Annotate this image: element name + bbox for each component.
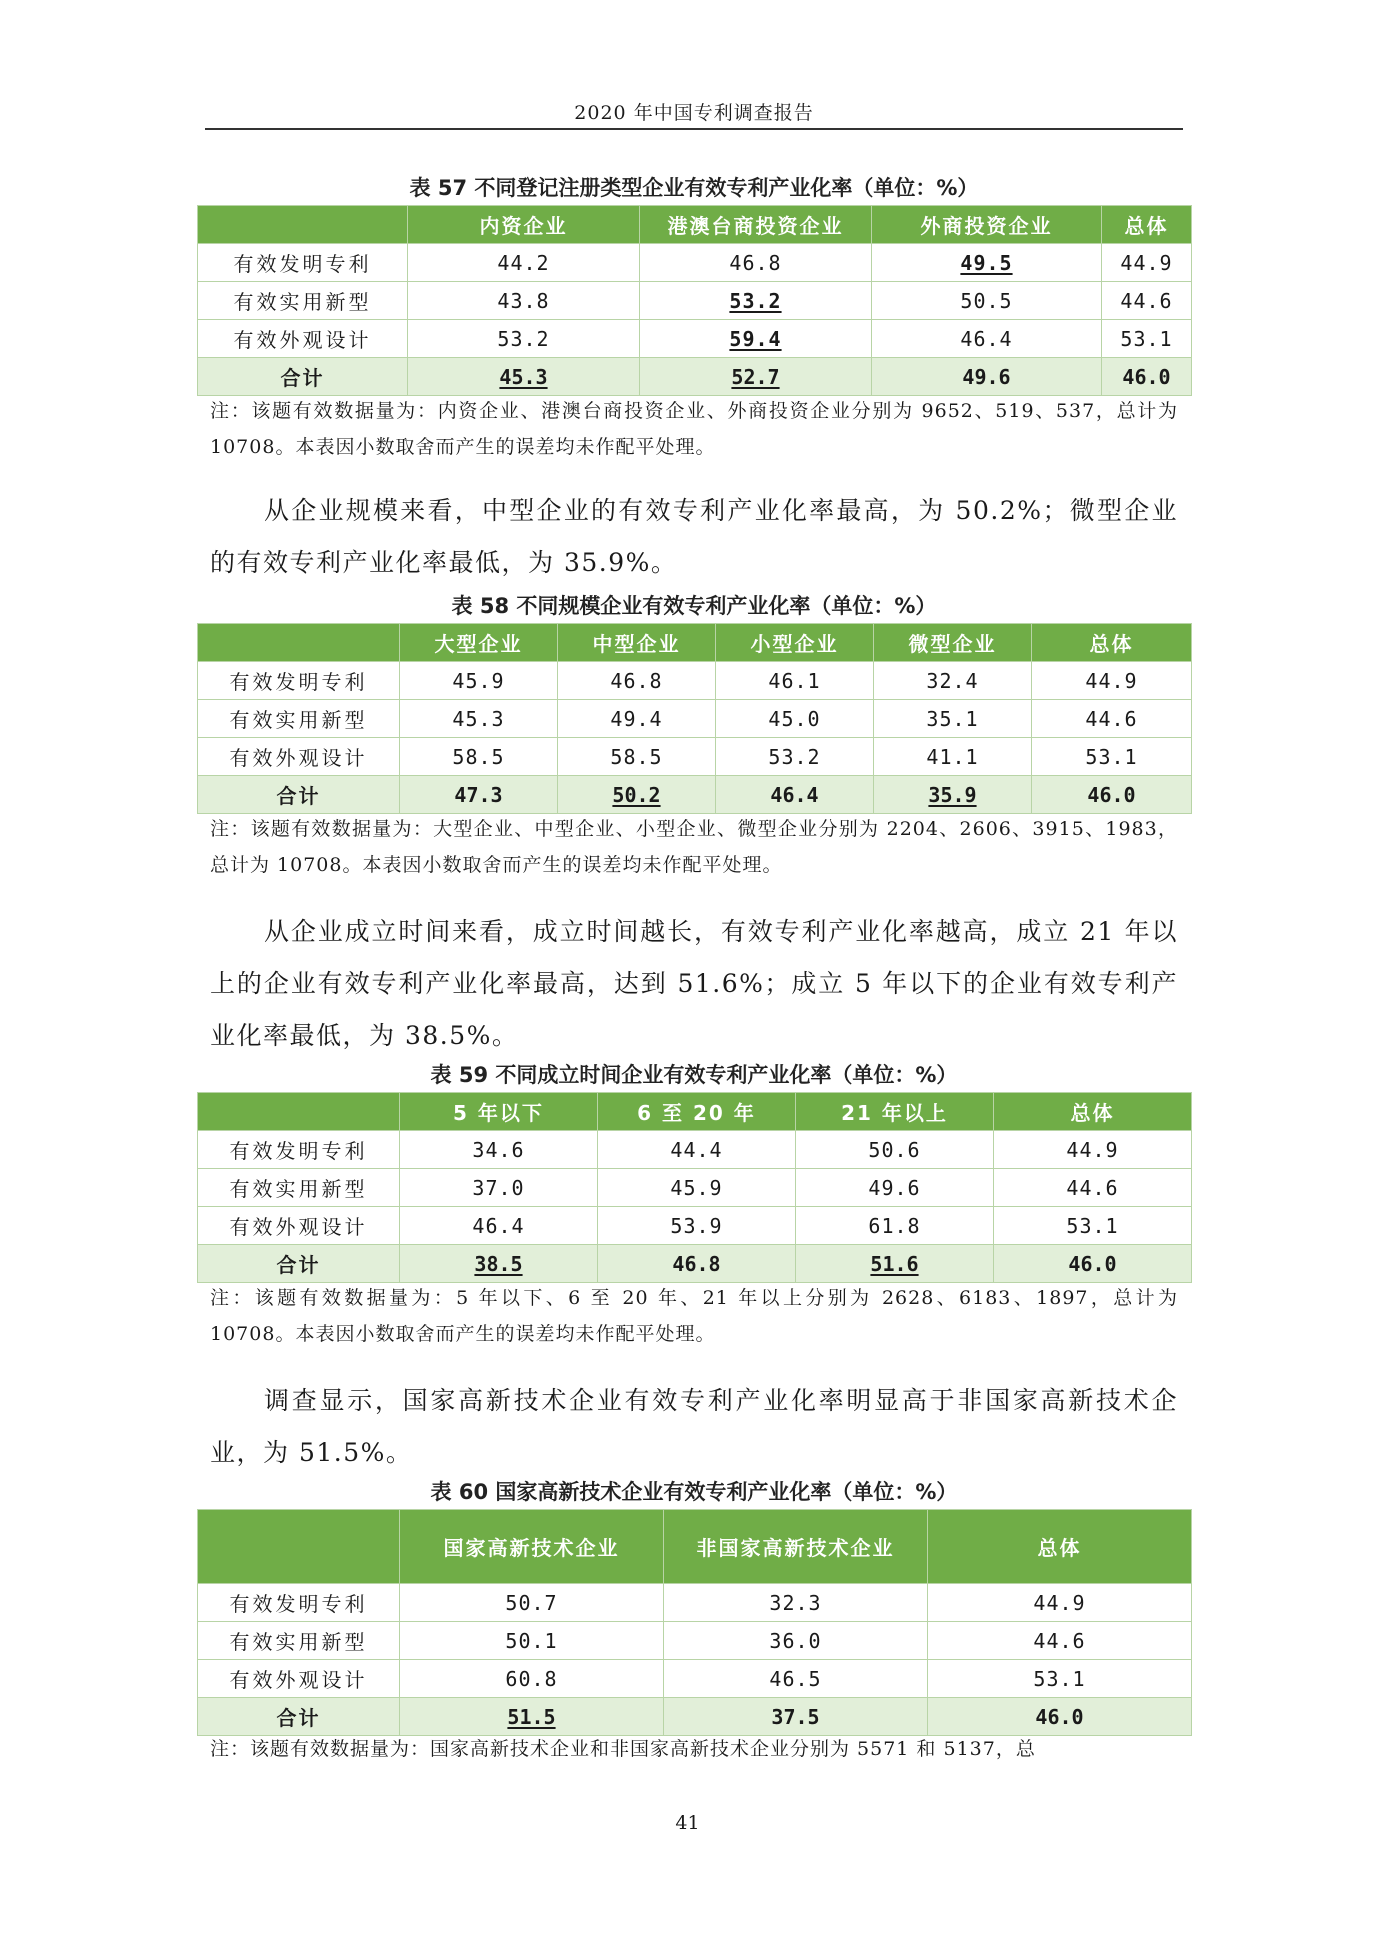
table60-note: 注：该题有效数据量为：国家高新技术企业和非国家高新技术企业分别为 5571 和 5137，总 <box>210 1738 1036 1760</box>
table58-note: 注：该题有效数据量为：大型企业、中型企业、小型企业、微型企业分别为 2204、2606、3915、1983，总计为 10708。本表因小数取舍而产生的误差均未作配平处理。 <box>210 818 1178 876</box>
table-cell: 53.2 <box>408 320 640 358</box>
table-cell: 47.3 <box>400 776 558 814</box>
table-cell: 58.5 <box>400 738 558 776</box>
table57-corner <box>198 206 408 244</box>
table59-col-header: 总体 <box>994 1093 1192 1131</box>
table-cell: 46.0 <box>1102 358 1192 396</box>
table59-note: 注：该题有效数据量为：5 年以下、6 至 20 年、21 年以上分别为 2628、6183、1897，总计为 10708。本表因小数取舍而产生的误差均未作配平处理。 <box>210 1287 1178 1345</box>
table-cell: 46.8 <box>598 1245 796 1283</box>
table57-col-header: 内资企业 <box>408 206 640 244</box>
row-label: 有效外观设计 <box>198 320 408 358</box>
table-cell: 44.9 <box>1032 662 1192 700</box>
row-label: 有效实用新型 <box>198 1622 400 1660</box>
table-total-row <box>198 1245 1192 1283</box>
row-label: 合计 <box>198 358 408 396</box>
table-cell-highlight: 51.6 <box>870 1251 919 1276</box>
table60-corner <box>198 1510 400 1584</box>
table-cell: 34.6 <box>400 1131 598 1169</box>
table-total-row <box>198 1698 1192 1736</box>
page-number: 41 <box>675 1812 700 1834</box>
table58-col-header: 大型企业 <box>400 624 558 662</box>
table-row <box>198 1622 1192 1660</box>
table-cell: 46.4 <box>716 776 874 814</box>
table58-col-header: 总体 <box>1032 624 1192 662</box>
table60-caption: 表 60 国家高新技术企业有效专利产业化率（单位：%） <box>430 1480 958 1504</box>
table-cell: 44.2 <box>408 244 640 282</box>
table-row <box>198 662 1192 700</box>
row-label: 有效实用新型 <box>198 1169 400 1207</box>
table59-corner <box>198 1093 400 1131</box>
table-cell: 44.9 <box>994 1131 1192 1169</box>
table-total-row <box>198 776 1192 814</box>
table-cell-highlight: 35.9 <box>928 782 977 807</box>
table-cell: 46.4 <box>400 1207 598 1245</box>
table60-col-header: 国家高新技术企业 <box>400 1510 664 1584</box>
table-cell-highlight: 52.7 <box>731 364 780 389</box>
table60-col-header: 总体 <box>928 1510 1192 1584</box>
table-row <box>198 1660 1192 1698</box>
paragraph: 从企业规模来看，中型企业的有效专利产业化率最高，为 50.2%；微型企业的有效专利产业化率最低，为 35.9%。 <box>210 496 1178 577</box>
table-cell: 46.0 <box>1032 776 1192 814</box>
row-label: 有效发明专利 <box>198 662 400 700</box>
table-cell: 53.1 <box>1032 738 1192 776</box>
table-cell: 44.6 <box>994 1169 1192 1207</box>
page-header: 2020 年中国专利调查报告 <box>574 102 814 124</box>
table57-caption: 表 57 不同登记注册类型企业有效专利产业化率（单位：%） <box>409 176 979 200</box>
table-row <box>198 738 1192 776</box>
table60 <box>197 1509 1192 1736</box>
table-cell: 36.0 <box>664 1622 928 1660</box>
table-cell: 60.8 <box>400 1660 664 1698</box>
table-row <box>198 1169 1192 1207</box>
table-cell: 44.6 <box>1102 282 1192 320</box>
table-cell-highlight: 59.4 <box>729 326 782 351</box>
table-cell: 50.1 <box>400 1622 664 1660</box>
table58-col-header: 小型企业 <box>716 624 874 662</box>
table-cell: 46.0 <box>928 1698 1192 1736</box>
table-cell: 44.6 <box>928 1622 1192 1660</box>
table-cell: 32.3 <box>664 1584 928 1622</box>
table-cell: 45.9 <box>400 662 558 700</box>
table-row <box>198 282 1192 320</box>
table-cell: 58.5 <box>558 738 716 776</box>
row-label: 有效外观设计 <box>198 1660 400 1698</box>
table59-col-header: 5 年以下 <box>400 1093 598 1131</box>
table59-caption: 表 59 不同成立时间企业有效专利产业化率（单位：%） <box>430 1063 958 1087</box>
table59 <box>197 1092 1192 1283</box>
table57-col-header: 总体 <box>1102 206 1192 244</box>
table-cell: 46.5 <box>664 1660 928 1698</box>
table58-col-header: 微型企业 <box>874 624 1032 662</box>
table-cell: 44.9 <box>928 1584 1192 1622</box>
table-cell: 44.4 <box>598 1131 796 1169</box>
row-label: 有效实用新型 <box>198 282 408 320</box>
table-cell: 32.4 <box>874 662 1032 700</box>
table-cell: 46.8 <box>558 662 716 700</box>
table59-col-header: 21 年以上 <box>796 1093 994 1131</box>
table-cell: 43.8 <box>408 282 640 320</box>
row-label: 有效实用新型 <box>198 700 400 738</box>
table57-col-header: 外商投资企业 <box>872 206 1102 244</box>
table-cell: 46.8 <box>640 244 872 282</box>
table-cell: 53.1 <box>928 1660 1192 1698</box>
table-cell: 61.8 <box>796 1207 994 1245</box>
row-label: 有效发明专利 <box>198 1131 400 1169</box>
paragraph: 调查显示，国家高新技术企业有效专利产业化率明显高于非国家高新技术企业，为 51.5%。 <box>210 1386 1178 1467</box>
table-row <box>198 1584 1192 1622</box>
table-row <box>198 244 1192 282</box>
table57-col-header: 港澳台商投资企业 <box>640 206 872 244</box>
table-cell: 50.7 <box>400 1584 664 1622</box>
row-label: 有效发明专利 <box>198 1584 400 1622</box>
table58-col-header: 中型企业 <box>558 624 716 662</box>
table-row <box>198 700 1192 738</box>
table58 <box>197 623 1192 814</box>
row-label: 合计 <box>198 1698 400 1736</box>
table58-corner <box>198 624 400 662</box>
table-cell: 53.9 <box>598 1207 796 1245</box>
table-cell: 35.1 <box>874 700 1032 738</box>
table-cell: 37.5 <box>664 1698 928 1736</box>
table57-note: 注：该题有效数据量为：内资企业、港澳台商投资企业、外商投资企业分别为 9652、519、537，总计为 10708。本表因小数取舍而产生的误差均未作配平处理。 <box>210 400 1178 458</box>
row-label: 有效外观设计 <box>198 1207 400 1245</box>
table59-col-header: 6 至 20 年 <box>598 1093 796 1131</box>
table-cell: 53.2 <box>716 738 874 776</box>
table-cell: 41.1 <box>874 738 1032 776</box>
table-cell: 37.0 <box>400 1169 598 1207</box>
paragraph: 从企业成立时间来看，成立时间越长，有效专利产业化率越高，成立 21 年以上的企业有效专利产业化率最高，达到 51.6%；成立 5 年以下的企业有效专利产业化率最低，为 38.5%。 <box>210 917 1178 1050</box>
table58-caption: 表 58 不同规模企业有效专利产业化率（单位：%） <box>451 594 937 618</box>
table-row <box>198 1131 1192 1169</box>
table-cell: 50.6 <box>796 1131 994 1169</box>
table-cell-highlight: 50.2 <box>612 782 661 807</box>
table-cell: 44.9 <box>1102 244 1192 282</box>
table-cell-highlight: 49.5 <box>960 250 1013 275</box>
table57 <box>197 205 1192 396</box>
table-cell: 53.1 <box>994 1207 1192 1245</box>
header-rule <box>205 128 1183 130</box>
table-cell: 45.9 <box>598 1169 796 1207</box>
table-cell-highlight: 51.5 <box>507 1704 556 1729</box>
table-cell: 45.3 <box>400 700 558 738</box>
table-cell: 53.1 <box>1102 320 1192 358</box>
table-cell: 45.0 <box>716 700 874 738</box>
row-label: 有效发明专利 <box>198 244 408 282</box>
table-cell: 50.5 <box>872 282 1102 320</box>
table60-col-header: 非国家高新技术企业 <box>664 1510 928 1584</box>
table-cell: 44.6 <box>1032 700 1192 738</box>
row-label: 有效外观设计 <box>198 738 400 776</box>
table-row <box>198 1207 1192 1245</box>
table-cell: 46.1 <box>716 662 874 700</box>
row-label: 合计 <box>198 776 400 814</box>
table-cell: 49.6 <box>872 358 1102 396</box>
table-cell: 49.6 <box>796 1169 994 1207</box>
table-cell: 46.4 <box>872 320 1102 358</box>
row-label: 合计 <box>198 1245 400 1283</box>
table-row <box>198 320 1192 358</box>
table-total-row <box>198 358 1192 396</box>
table-cell: 49.4 <box>558 700 716 738</box>
table-cell-highlight: 45.3 <box>499 364 548 389</box>
table-cell-highlight: 53.2 <box>729 288 782 313</box>
table-cell-highlight: 38.5 <box>474 1251 523 1276</box>
table-cell: 46.0 <box>994 1245 1192 1283</box>
